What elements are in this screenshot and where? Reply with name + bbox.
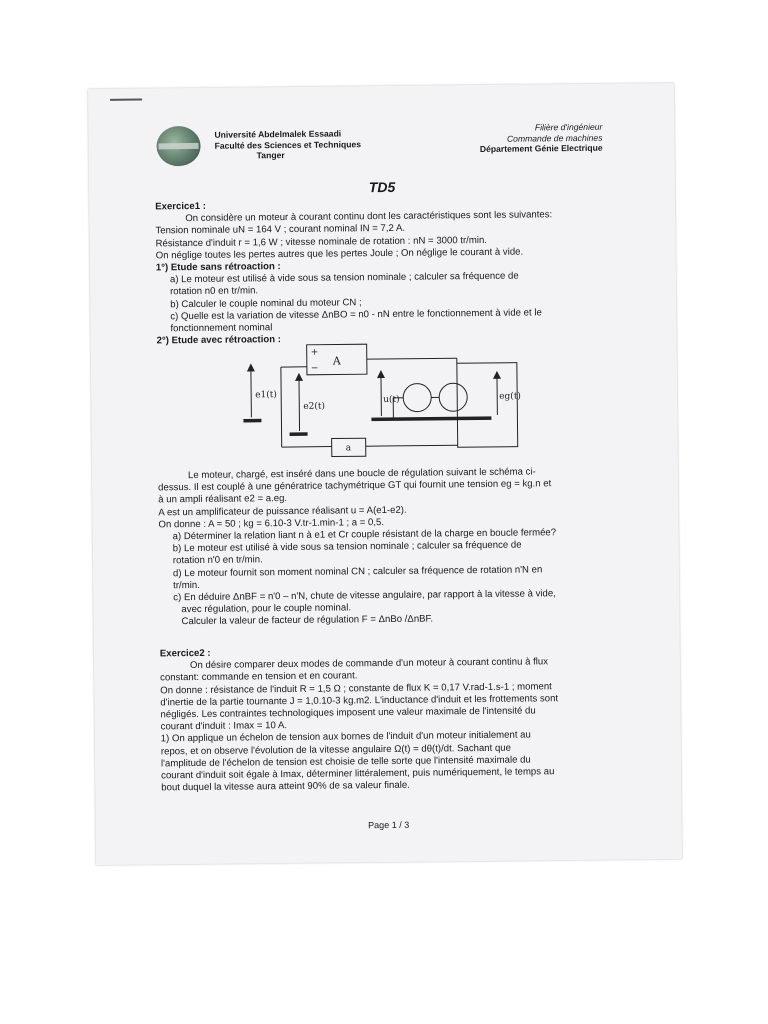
text-line: repos, et on observe l'évolution de la vitesse angulaire Ω(t) = dθ(t)/dt. Sachant que bbox=[160, 742, 511, 757]
text-line: On désire comparer deux modes de commande d'un moteur à courant continu à flux bbox=[189, 656, 549, 672]
e2-label: e2(t) bbox=[303, 401, 326, 412]
text-line: a) Le moteur est utilisé à vide sous sa tension nominale ; calculer sa fréquence de bbox=[169, 270, 519, 286]
program-name: Filière d'ingénieur bbox=[534, 121, 603, 133]
text-line: On considère un moteur à courant continu dont les caractéristiques sont les suivantes: bbox=[185, 209, 553, 225]
text-line: Résistance d'induit r = 1,6 W ; vitesse nominale de rotation : nN = 3000 tr/min. bbox=[155, 234, 488, 249]
gain-label: a bbox=[345, 443, 352, 454]
amp-label: A bbox=[332, 354, 341, 368]
text-line: constant: commande en tension et en courant. bbox=[160, 670, 358, 684]
text-line: c) En déduire ΔnBF = n'0 – n'N, chute de vitesse angulaire, par rapport à la vitesse à vide, bbox=[173, 588, 556, 604]
page-number: Page 1 / 3 bbox=[368, 819, 410, 831]
text-line: dessus. Il est couplé à une génératrice tachymétrique GT qui fournit une tension eg = kg.n et bbox=[158, 478, 552, 494]
regulation-diagram bbox=[231, 339, 522, 462]
amp-minus-sign: − bbox=[310, 363, 319, 374]
text-line: b) Calculer le couple nominal du moteur CN ; bbox=[170, 296, 362, 310]
text-line: rotation n'0 en tr/min. bbox=[172, 554, 263, 567]
generator-circle bbox=[439, 383, 467, 411]
exercise1-continuation bbox=[158, 466, 620, 629]
university-name: Université Abdelmalek Essaadi bbox=[214, 128, 342, 140]
text-line: On néglige toutes les pertes autres que les pertes Joule ; On néglige le courant à vide. bbox=[155, 246, 524, 262]
exercise2-section bbox=[160, 644, 622, 795]
course-name: Commande de machines bbox=[506, 132, 603, 144]
faculty-name: Faculté des Sciences et Techniques bbox=[214, 138, 362, 151]
e1-label: e1(t) bbox=[255, 390, 277, 401]
text-line: courant d'induit soit égale à Imax, déterminer littéralement, puis numériquement, le temps au bbox=[161, 766, 555, 782]
text-line: Calculer la valeur de facteur de régulation F = ΔnBo /ΔnBF. bbox=[181, 613, 434, 628]
text-line: b) Le moteur est utilisé à vide sous sa tension nominale ; calculer sa fréquence de bbox=[172, 539, 522, 555]
text-line: négligés. Les contraintes technologiques imposent une valeur maximale de l'intensité du bbox=[160, 705, 536, 721]
text-line: d'inertie de la partie tournante J = 1,0.10-3 kg.m2. L'inductance d'induit et les frottements sont bbox=[160, 693, 559, 709]
text-line: l'amplitude de l'échelon de tension est choisie de telle sorte que l'intensité maximale du bbox=[160, 754, 531, 770]
text-line: rotation n0 en tr/min. bbox=[170, 285, 259, 298]
tacho-loop bbox=[457, 363, 518, 448]
text-line: Le moteur, chargé, est inséré dans une boucle de régulation suivant le schéma ci- bbox=[187, 466, 536, 482]
department-name: Département Génie Electrique bbox=[479, 142, 603, 154]
scanned-page bbox=[88, 83, 682, 865]
university-logo bbox=[156, 126, 200, 166]
eg-label: eg(t) bbox=[499, 391, 521, 402]
text-line: avec régulation, pour le couple nominal. bbox=[181, 602, 352, 616]
text-line: courant d'induit : Imax = 10 A. bbox=[160, 720, 288, 733]
text-line: On donne : résistance de l'induit R = 1,5 Ω ; constante de flux K = 0,17 V.rad-1.s-1 ; moment bbox=[160, 680, 552, 696]
text-line: On donne : A = 50 ; kg = 6.10-3 V.tr-1.min-1 ; a = 0,5. bbox=[158, 516, 385, 531]
section-heading: 1°) Etude sans rétroaction : bbox=[155, 261, 281, 274]
city-name: Tanger bbox=[256, 150, 285, 161]
document bbox=[88, 83, 682, 865]
text-line: A est un amplificateur de puissance réalisant u = A(e1-e2). bbox=[158, 504, 407, 518]
motor-circle bbox=[403, 384, 431, 412]
exercise1-section bbox=[155, 197, 617, 348]
text-line: a) Déterminer la relation liant n à e1 et Cr couple résistant de la charge en boucle fermée? bbox=[172, 527, 557, 543]
department-header bbox=[480, 122, 603, 155]
amp-plus-sign: + bbox=[310, 347, 319, 358]
text-line: c) Quelle est la variation de vitesse ΔnBO = n0 - nN entre le fonctionnement à vide et le bbox=[170, 307, 542, 323]
exercise1-heading: Exercice1 : bbox=[155, 200, 206, 213]
text-line: bout duquel la vitesse aura atteint 90% de sa valeur finale. bbox=[161, 779, 410, 794]
institution-header bbox=[214, 128, 361, 161]
document-title: TD5 bbox=[368, 178, 396, 196]
exercise2-heading: Exercice2 : bbox=[159, 647, 211, 660]
text-line: fonctionnement nominal bbox=[170, 322, 273, 335]
u-label: u(t) bbox=[383, 394, 400, 406]
text-line: Tension nominale uN = 164 V ; courant nominal IN = 7,2 A. bbox=[155, 223, 406, 237]
text-line: 1) On applique un échelon de tension aux bornes de l'induit d'un moteur initialement au bbox=[160, 729, 531, 745]
text-line: d) Le moteur fournit son moment nominal CN ; calculer sa fréquence de rotation n'N en bbox=[172, 563, 543, 579]
text-line: à un ampli réalisant e2 = a.eg. bbox=[158, 493, 288, 506]
section-heading: 2°) Etude avec rétroaction : bbox=[156, 334, 281, 347]
text-line: tr/min. bbox=[173, 579, 200, 592]
